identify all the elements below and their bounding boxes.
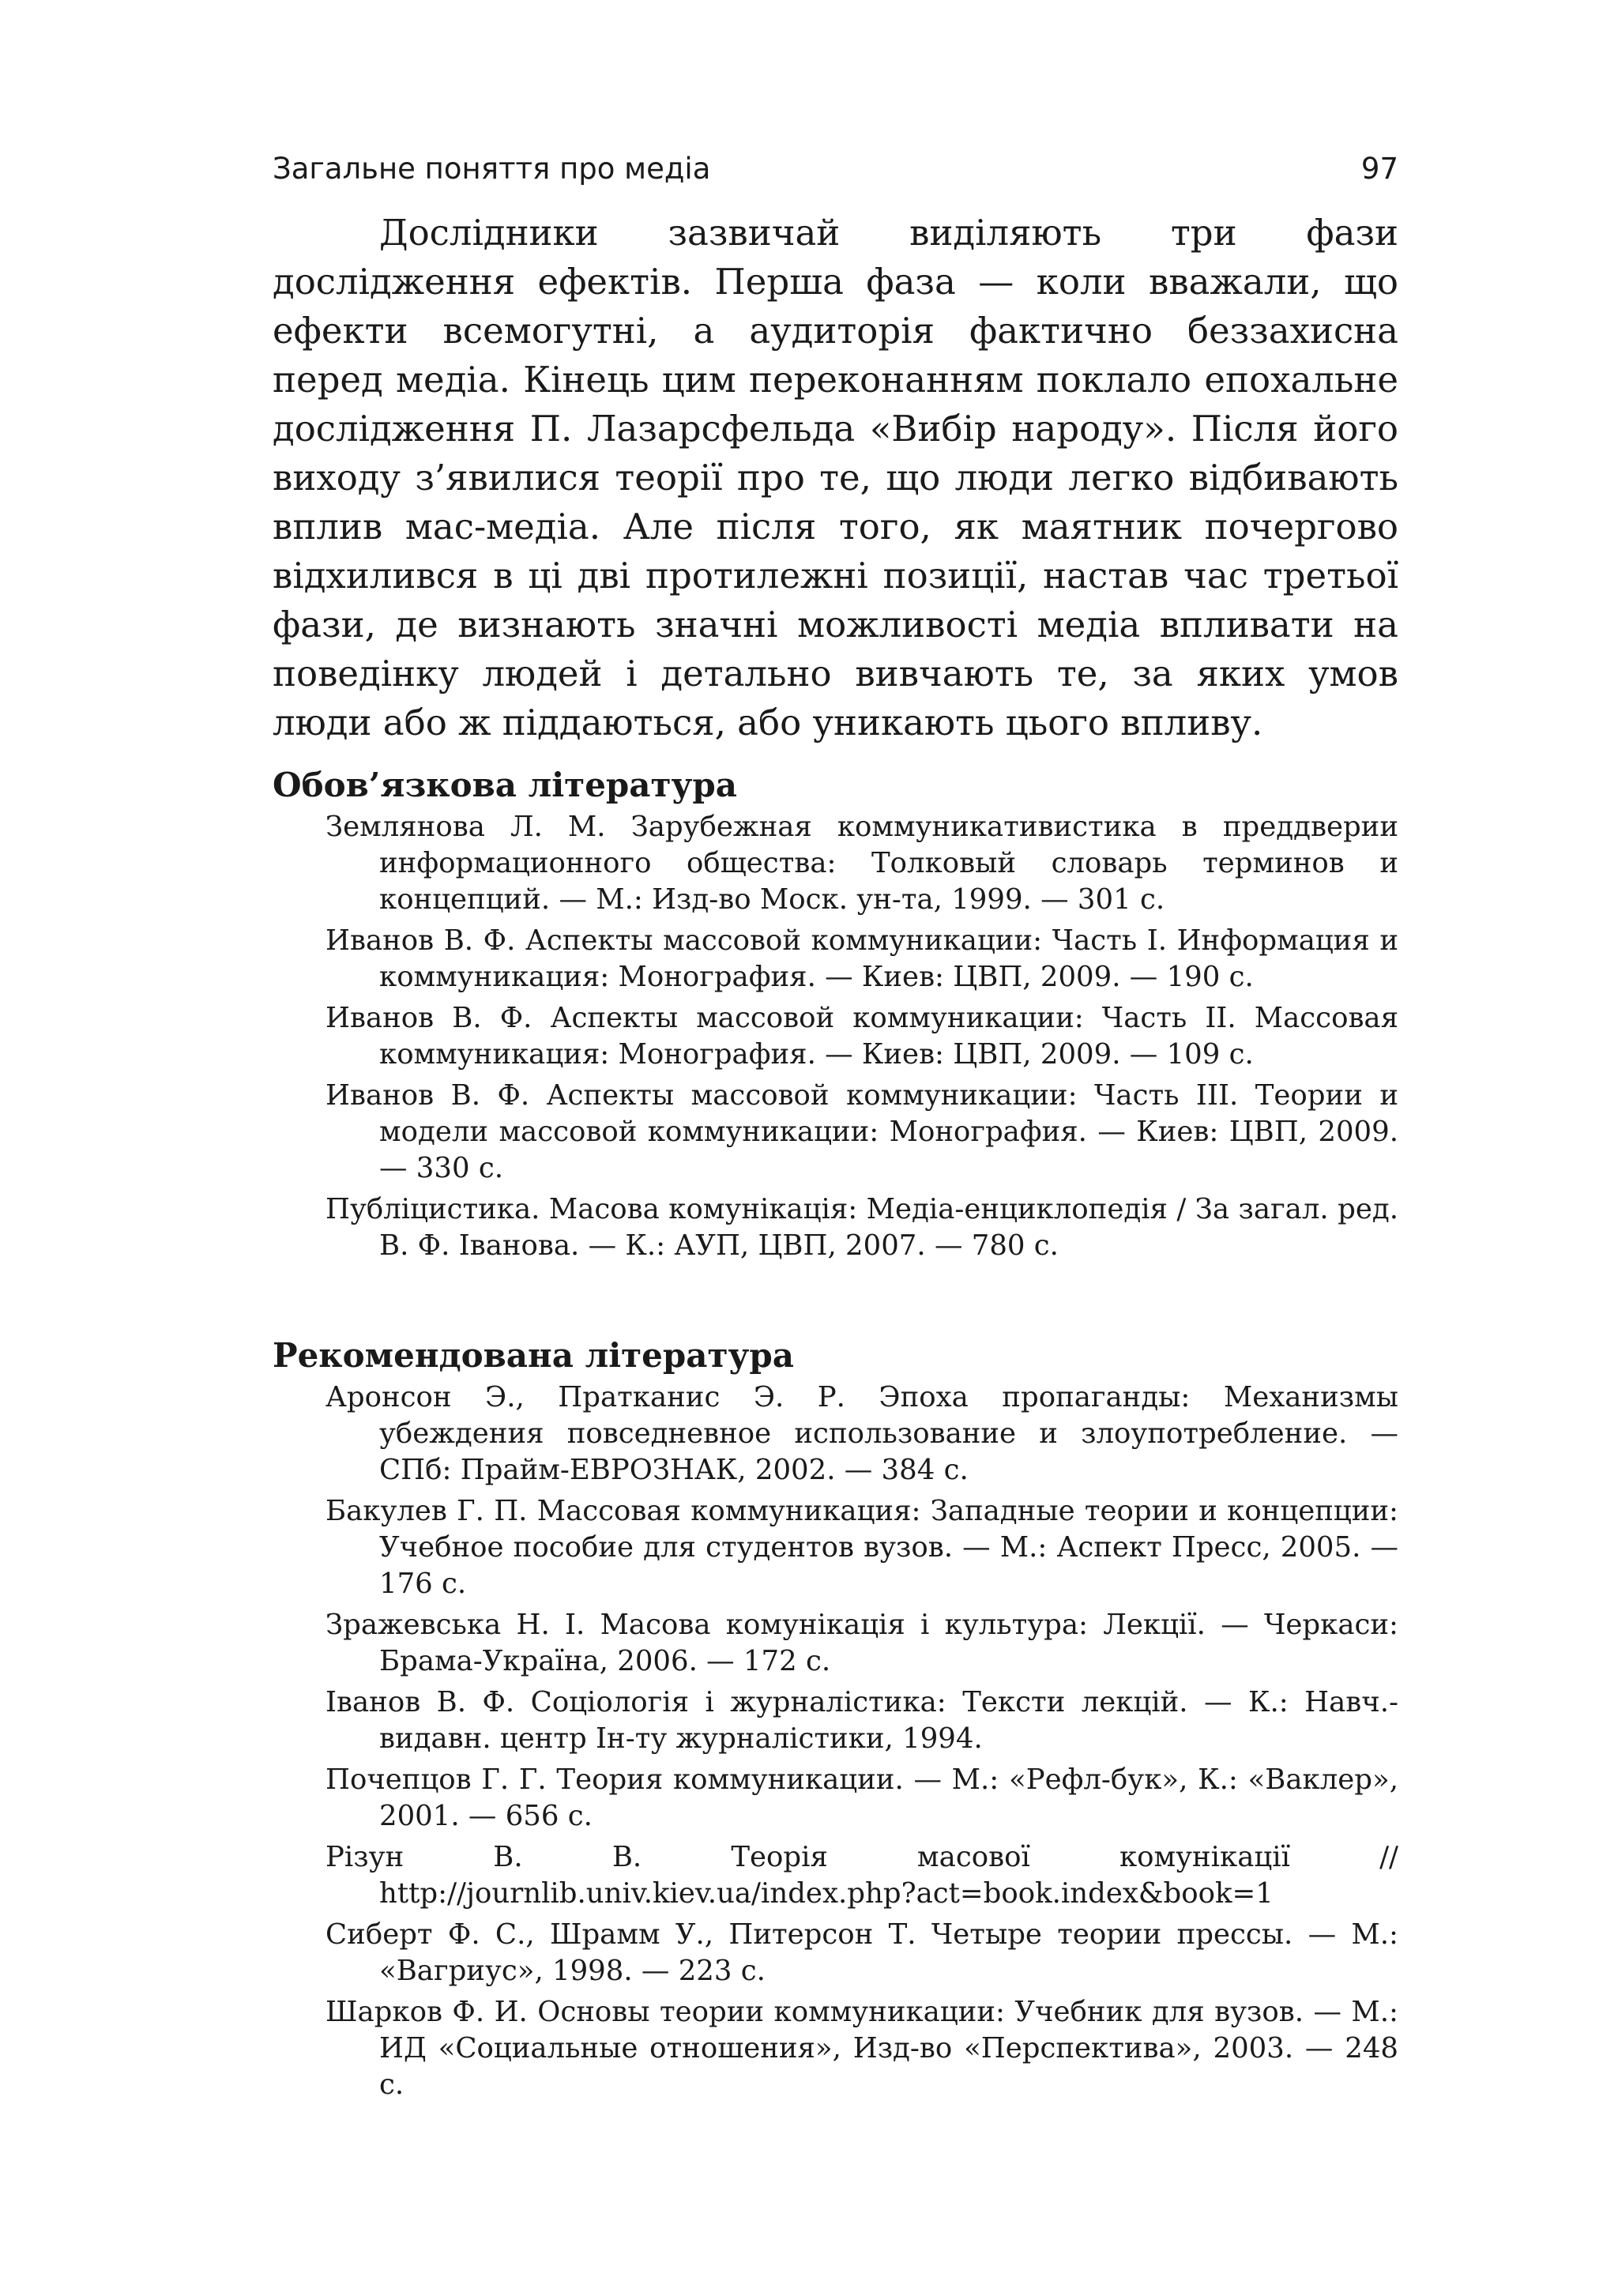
body-paragraph: Дослідники зазвичай виділяють три фази дослідження ефектів. Перша фаза — коли вважали, що ефекти всемогутні, а аудиторія фактично беззахисна перед медіа. Кінець цим переконанням поклало епохальне дослідження П. Лазарсфельда «Вибір народу». Після його виходу з’явилися теорії про те, що люди легко відбивають вплив мас-медіа. Але після того, як маятник почергово відхилився в ці дві протилежні позиції, настав час третьої фази, де визнають значні можливості медіа впливати на поведінку людей і детально вивчають те, за яких умов люди або ж піддаються, або уникають цього впливу. — [273, 212, 1398, 743]
required-literature-heading: Обов’язкова література — [273, 766, 737, 804]
reference-item: Публіцистика. Масова комунікація: Медіа-енциклопедія / За загал. ред. В. Ф. Іванова. — К.: АУП, ЦВП, 2007. — 780 с. — [325, 1193, 1398, 1262]
page-number: 97 — [1360, 152, 1398, 186]
reference-item: Зражевська Н. І. Масова комунікація і культура: Лекції. — Черкаси: Брама-Україна, 2006. — 172 с. — [325, 1609, 1398, 1677]
running-header-title: Загальне поняття про медіа — [273, 152, 711, 186]
reference-item: Иванов В. Ф. Аспекты массовой коммуникации: Часть I. Информация и коммуникация: Монография. — Киев: ЦВП, 2009. — 190 с. — [325, 924, 1398, 993]
reference-item: Сиберт Ф. С., Шрамм У., Питерсон Т. Четыре теории прессы. — М.: «Вагриус», 1998. — 223 с. — [325, 1918, 1398, 1987]
reference-item: Різун В. В. Теорія масової комунікації // http://journlib.univ.kiev.ua/index.php?act=book.index&book=1 — [325, 1841, 1398, 1910]
reference-item: Почепцов Г. Г. Теория коммуникации. — М.: «Рефл-бук», К.: «Ваклер», 2001. — 656 с. — [325, 1763, 1398, 1832]
reference-item: Землянова Л. М. Зарубежная коммуникативистика в преддверии информационного общества: Толковый словарь терминов и концепций. — М.: Изд-во Моск. ун-та, 1999. — 301 с. — [325, 811, 1398, 916]
reference-item: Шарков Ф. И. Основы теории коммуникации: Учебник для вузов. — М.: ИД «Социальные отношения», Изд-во «Перспектива», 2003. — 248 с. — [325, 1996, 1398, 2101]
reference-item: Бакулев Г. П. Массовая коммуникация: Западные теории и концепции: Учебное пособие для студентов вузов. — М.: Аспект Пресс, 2005. — 176 с. — [325, 1495, 1398, 1600]
recommended-literature-list — [273, 1379, 1398, 2103]
running-header — [273, 149, 1398, 196]
recommended-literature-heading: Рекомендована література — [273, 1336, 794, 1375]
reference-item: Иванов В. Ф. Аспекты массовой коммуникации: Часть II. Массовая коммуникация: Монография. — Киев: ЦВП, 2009. — 109 с. — [325, 1002, 1398, 1071]
reference-item: Іванов В. Ф. Соціологія і журналістика: Тексти лекцій. — К.: Навч.-видавн. центр Ін-ту журналістики, 1994. — [325, 1686, 1398, 1755]
reference-item: Аронсон Э., Пратканис Э. Р. Эпоха пропаганды: Механизмы убеждения повседневное использование и злоупотребление. — СПб: Прайм-ЕВРОЗНАК, 2002. — 384 с. — [325, 1381, 1398, 1486]
required-literature-list — [273, 809, 1398, 1264]
reference-item: Иванов В. Ф. Аспекты массовой коммуникации: Часть III. Теории и модели массовой коммуникации: Монография. — Киев: ЦВП, 2009. — 330 с. — [325, 1079, 1398, 1184]
required-literature-section — [273, 763, 1398, 1269]
recommended-literature-section — [273, 1334, 1398, 2108]
